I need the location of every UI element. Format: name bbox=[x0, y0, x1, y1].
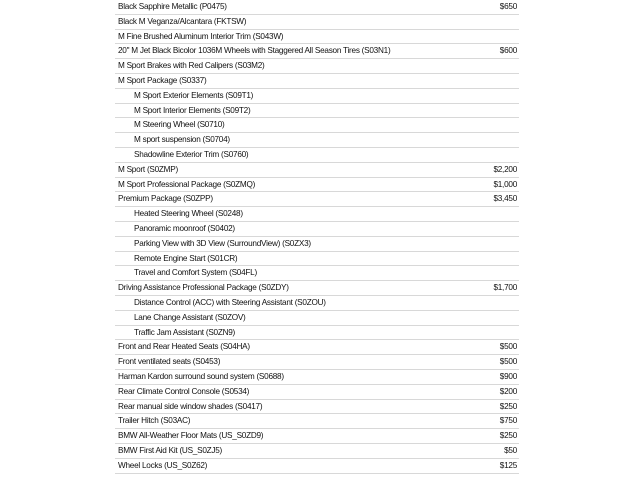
option-name: Wheel Locks (US_S0Z62) bbox=[118, 460, 208, 470]
option-name: Black M Veganza/Alcantara (FKTSW) bbox=[118, 16, 247, 26]
option-price: $600 bbox=[499, 46, 517, 56]
option-price: $200 bbox=[499, 386, 517, 396]
option-row bbox=[115, 15, 519, 30]
option-price: $250 bbox=[499, 431, 517, 441]
option-sub-row bbox=[115, 207, 519, 222]
option-name: Parking View with 3D View (SurroundView) (S0ZX3) bbox=[134, 238, 311, 248]
option-name: Lane Change Assistant (S0ZOV) bbox=[134, 312, 246, 322]
option-name: M Sport Exterior Elements (S09T1) bbox=[134, 90, 254, 100]
option-name: Premium Package (S0ZPP) bbox=[118, 194, 213, 204]
option-sub-row bbox=[115, 296, 519, 311]
option-row bbox=[115, 370, 519, 385]
option-price: $900 bbox=[499, 371, 517, 381]
option-name: Panoramic moonroof (S0402) bbox=[134, 223, 235, 233]
option-row bbox=[115, 414, 519, 429]
option-name: Front ventilated seats (S0453) bbox=[118, 357, 221, 367]
option-row bbox=[115, 444, 519, 459]
option-row bbox=[115, 459, 519, 474]
option-row bbox=[115, 44, 519, 59]
option-name: Driving Assistance Professional Package (S0ZDY) bbox=[118, 283, 289, 293]
option-price: $750 bbox=[499, 416, 517, 426]
option-sub-row bbox=[115, 89, 519, 104]
option-name: M Sport Professional Package (S0ZMQ) bbox=[118, 179, 256, 189]
option-row bbox=[115, 0, 519, 15]
option-price: $500 bbox=[499, 342, 517, 352]
option-price: $500 bbox=[499, 357, 517, 367]
option-row bbox=[115, 192, 519, 207]
option-row bbox=[115, 59, 519, 74]
option-name: Travel and Comfort System (S04FL) bbox=[134, 268, 257, 278]
option-row bbox=[115, 281, 519, 296]
option-name: M Sport (S0ZMP) bbox=[118, 164, 178, 174]
option-price: $125 bbox=[499, 460, 517, 470]
option-row bbox=[115, 355, 519, 370]
option-row bbox=[115, 400, 519, 415]
option-name: M Sport Interior Elements (S09T2) bbox=[134, 105, 251, 115]
option-sub-row bbox=[115, 148, 519, 163]
option-price: $1,700 bbox=[493, 283, 517, 293]
option-name: Rear Climate Control Console (S0534) bbox=[118, 386, 250, 396]
option-name: M Fine Brushed Aluminum Interior Trim (S043W) bbox=[118, 31, 284, 41]
option-row bbox=[115, 340, 519, 355]
option-row bbox=[115, 429, 519, 444]
option-price: $250 bbox=[499, 401, 517, 411]
option-sub-row bbox=[115, 237, 519, 252]
option-sub-row bbox=[115, 252, 519, 267]
option-name: Heated Steering Wheel (S0248) bbox=[134, 209, 243, 219]
option-name: Rear manual side window shades (S0417) bbox=[118, 401, 263, 411]
option-price: $1,000 bbox=[493, 179, 517, 189]
option-name: M sport suspension (S0704) bbox=[134, 135, 230, 145]
option-name: Traffic Jam Assistant (S0ZN9) bbox=[134, 327, 236, 337]
option-sub-row bbox=[115, 104, 519, 119]
option-name: Distance Control (ACC) with Steering Assistant (S0ZOU) bbox=[134, 297, 326, 307]
option-name: Harman Kardon surround sound system (S0688) bbox=[118, 371, 284, 381]
option-name: 20" M Jet Black Bicolor 1036M Wheels with Staggered All Season Tires (S03N1) bbox=[118, 46, 391, 56]
option-row bbox=[115, 163, 519, 178]
option-name: Trailer Hitch (S03AC) bbox=[118, 416, 191, 426]
option-sub-row bbox=[115, 311, 519, 326]
option-price: $650 bbox=[499, 2, 517, 11]
option-name: Front and Rear Heated Seats (S04HA) bbox=[118, 342, 250, 352]
option-row bbox=[115, 74, 519, 89]
option-price: $50 bbox=[504, 445, 517, 455]
option-price: $3,450 bbox=[493, 194, 517, 204]
option-name: M Steering Wheel (S0710) bbox=[134, 120, 225, 130]
option-name: M Sport Package (S0337) bbox=[118, 75, 207, 85]
option-sub-row bbox=[115, 222, 519, 237]
options-table bbox=[115, 0, 519, 474]
option-name: Shadowline Exterior Trim (S0760) bbox=[134, 149, 249, 159]
option-price: $2,200 bbox=[493, 164, 517, 174]
option-row bbox=[115, 385, 519, 400]
option-sub-row bbox=[115, 118, 519, 133]
option-row bbox=[115, 30, 519, 45]
option-row bbox=[115, 178, 519, 193]
option-sub-row bbox=[115, 133, 519, 148]
option-name: M Sport Brakes with Red Calipers (S03M2) bbox=[118, 61, 265, 71]
option-sub-row bbox=[115, 326, 519, 341]
option-name: Black Sapphire Metallic (P0475) bbox=[118, 2, 227, 11]
option-name: BMW First Aid Kit (US_S0ZJ5) bbox=[118, 445, 223, 455]
option-name: Remote Engine Start (S01CR) bbox=[134, 253, 238, 263]
option-name: BMW All-Weather Floor Mats (US_S0ZD9) bbox=[118, 431, 264, 441]
option-sub-row bbox=[115, 266, 519, 281]
